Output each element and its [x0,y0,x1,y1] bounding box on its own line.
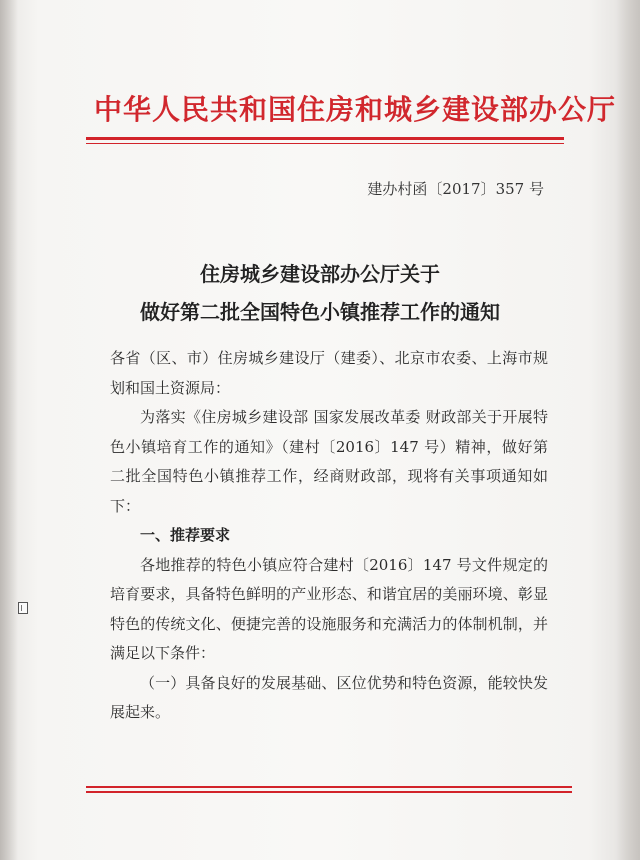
page-edge-shadow-right [616,0,640,860]
document-number: 建办村函〔2017〕357 号 [367,180,544,198]
footer-red-rule-2 [86,791,572,793]
addressee-paragraph: 各省（区、市）住房城乡建设厅（建委）、北京市农委、上海市规划和国土资源局： [110,349,548,397]
document-title-line-2: 做好第二批全国特色小镇推荐工作的通知 [140,300,500,324]
section-heading-requirements: 一、推荐要求 [140,526,231,544]
header-red-rule-thin [86,143,564,144]
condition-item-1: （一）具备良好的发展基础、区位优势和特色资源，能较快发展起来。 [110,673,548,721]
requirements-paragraph: 各地推荐的特色小镇应符合建村〔2016〕147 号文件规定的培育要求，具备特色鲜明的产业形态、和谐宜居的美丽环境、彰显特色的传统文化、便捷完善的设施服务和充满活力的体制机制，并满足以下条件： [110,555,548,662]
issuing-office-header: 中华人民共和国住房和城乡建设部办公厅 [94,93,617,126]
document-title-line-1: 住房城乡建设部办公厅关于 [200,262,440,286]
document-body [110,344,548,728]
page-edge-shadow-left [0,0,18,860]
intro-paragraph: 为落实《住房城乡建设部 国家发展改革委 财政部关于开展特色小镇培育工作的通知》（建村〔2016〕147 号）精神，做好第二批全国特色小镇推荐工作，经商财政部，现将有关事项通知如下： [110,408,548,515]
binding-mark-icon [18,602,28,614]
footer-red-rule-1 [86,786,572,788]
header-red-rule-thick [86,137,564,140]
